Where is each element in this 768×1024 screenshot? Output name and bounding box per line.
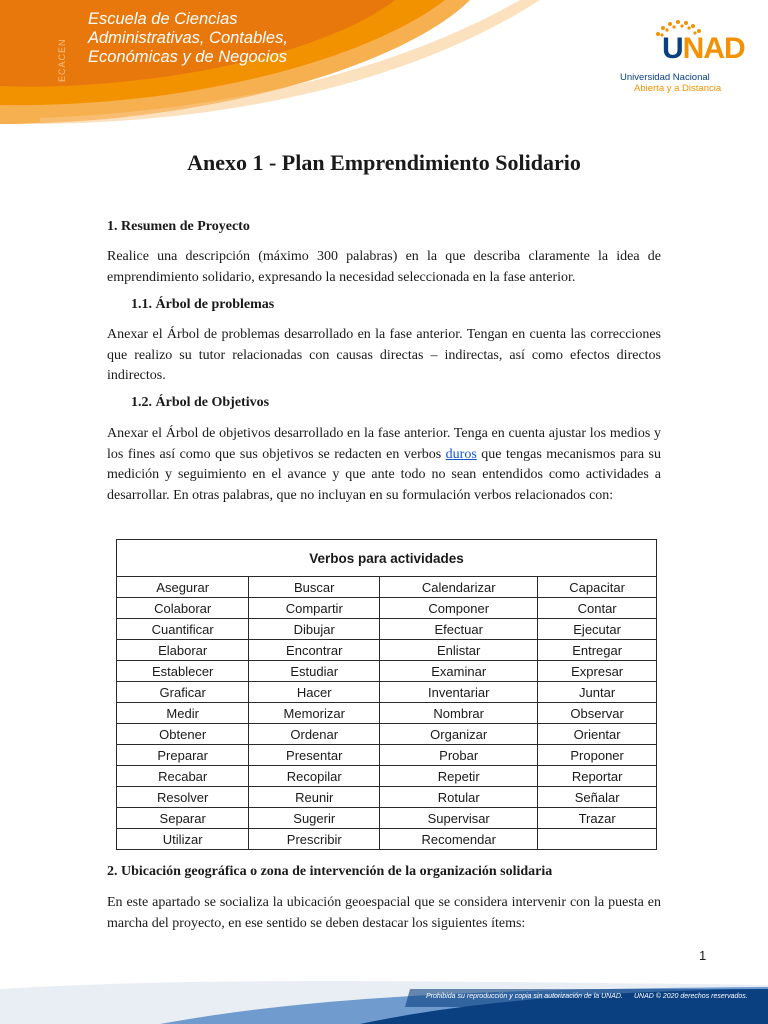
table-cell: Examinar xyxy=(380,661,538,682)
table-row xyxy=(117,787,657,808)
table-cell: Contar xyxy=(538,598,657,619)
section-heading: 2. Ubicación geográfica o zona de intervención de la organización solidaria xyxy=(107,864,553,879)
table-cell: Estudiar xyxy=(249,661,380,682)
table-cell: Organizar xyxy=(380,724,538,745)
table-row xyxy=(117,640,657,661)
table-cell: Ejecutar xyxy=(538,619,657,640)
school-code-label: ECACEN xyxy=(57,38,67,82)
table-cell: Obtener xyxy=(117,724,249,745)
paragraph-text: que tengas mecanismos para su medición y seguimiento en el avance y que ante todo no sean entendidos como actividades a desarrollar. En otras palabras, que no incluyan en su formulación verbos relacionados con: xyxy=(107,446,661,503)
footer-copyright: UNAD © 2020 derechos reservados. xyxy=(634,993,748,1000)
school-name-line: Administrativas, Contables, xyxy=(88,29,288,47)
table-row xyxy=(117,724,657,745)
table-cell: Efectuar xyxy=(380,619,538,640)
footer-notice: Prohibida su reproducción y copia sin autorización de la UNAD. xyxy=(426,993,623,1000)
table-cell: Componer xyxy=(380,598,538,619)
table-cell: Buscar xyxy=(249,577,380,598)
unad-logo xyxy=(600,18,750,98)
table-cell: Calendarizar xyxy=(380,577,538,598)
table-cell xyxy=(538,829,657,850)
table-cell: Dibujar xyxy=(249,619,380,640)
table-cell: Asegurar xyxy=(117,577,249,598)
table-cell: Señalar xyxy=(538,787,657,808)
subsection-heading: 1.1. Árbol de problemas xyxy=(131,297,275,312)
table-cell: Reunir xyxy=(249,787,380,808)
table-cell: Capacitar xyxy=(538,577,657,598)
table-cell: Encontrar xyxy=(249,640,380,661)
table-cell: Observar xyxy=(538,703,657,724)
table-cell: Graficar xyxy=(117,682,249,703)
unad-subtitle-1: Universidad Nacional xyxy=(620,72,710,83)
table-cell: Utilizar xyxy=(117,829,249,850)
table-row xyxy=(117,598,657,619)
school-name xyxy=(88,10,288,67)
paragraph: En este apartado se socializa la ubicación geoespacial que se considera intervenir con la puesta en marcha del proyecto, en ese sentido se deben destacar los siguientes ítems: xyxy=(107,895,661,931)
table-cell: Enlistar xyxy=(380,640,538,661)
table-cell: Resolver xyxy=(117,787,249,808)
paragraph xyxy=(107,424,661,506)
table-cell: Trazar xyxy=(538,808,657,829)
table-cell: Separar xyxy=(117,808,249,829)
section-heading: 1. Resumen de Proyecto xyxy=(107,219,250,234)
unad-wordmark: UNAD xyxy=(662,32,745,65)
table-cell: Proponer xyxy=(538,745,657,766)
table-cell: Elaborar xyxy=(117,640,249,661)
table-cell: Reportar xyxy=(538,766,657,787)
page-header xyxy=(0,0,768,130)
table-cell: Rotular xyxy=(380,787,538,808)
table-cell: Prescribir xyxy=(249,829,380,850)
paragraph: Anexar el Árbol de problemas desarrollado en la fase anterior. Tengan en cuenta las correcciones que realizo su tutor relacionadas con causas directas – indirectas, así como efectos directos indirectos. xyxy=(107,327,661,383)
table-cell: Compartir xyxy=(249,598,380,619)
duros-link[interactable]: duros xyxy=(445,446,477,462)
paragraph: Realice una descripción (máximo 300 palabras) en la que describa claramente la idea de emprendimiento solidario, expresando la necesidad seleccionada en la fase anterior. xyxy=(107,249,661,285)
table-row xyxy=(117,703,657,724)
table-row xyxy=(117,577,657,598)
page-number: 1 xyxy=(699,948,707,963)
table-cell: Repetir xyxy=(380,766,538,787)
paragraph-text: Anexar el Árbol de objetivos desarrollado en la fase anterior. Tenga en cuenta ajustar los medios y los fines así como que sus objetivos se redacten en verbos xyxy=(107,426,661,462)
school-name-line: Escuela de Ciencias xyxy=(88,10,238,28)
table-row xyxy=(117,619,657,640)
unad-subtitle-2: Abierta y a Distancia xyxy=(634,83,722,94)
table-cell: Juntar xyxy=(538,682,657,703)
table-cell: Medir xyxy=(117,703,249,724)
table-cell: Recopilar xyxy=(249,766,380,787)
table-cell: Inventariar xyxy=(380,682,538,703)
table-row xyxy=(117,766,657,787)
table-cell: Establecer xyxy=(117,661,249,682)
table-cell: Supervisar xyxy=(380,808,538,829)
table-cell: Cuantificar xyxy=(117,619,249,640)
table-cell: Colaborar xyxy=(117,598,249,619)
subsection-heading: 1.2. Árbol de Objetivos xyxy=(131,395,270,410)
table-cell: Expresar xyxy=(538,661,657,682)
table-cell: Recomendar xyxy=(380,829,538,850)
table-title: Verbos para actividades xyxy=(117,540,657,577)
table-cell: Probar xyxy=(380,745,538,766)
table-row xyxy=(117,829,657,850)
document-title: Anexo 1 - Plan Emprendimiento Solidario xyxy=(187,150,581,175)
table-cell: Hacer xyxy=(249,682,380,703)
table-row xyxy=(117,682,657,703)
table-row xyxy=(117,808,657,829)
table-cell: Recabar xyxy=(117,766,249,787)
table-cell: Ordenar xyxy=(249,724,380,745)
table-cell: Memorizar xyxy=(249,703,380,724)
school-name-line: Económicas y de Negocios xyxy=(88,48,288,66)
table-cell: Nombrar xyxy=(380,703,538,724)
page-footer xyxy=(0,975,768,1024)
table-cell: Entregar xyxy=(538,640,657,661)
table-row xyxy=(117,745,657,766)
table-cell: Orientar xyxy=(538,724,657,745)
table-cell: Sugerir xyxy=(249,808,380,829)
table-row xyxy=(117,661,657,682)
verbs-table xyxy=(116,539,657,850)
table-cell: Preparar xyxy=(117,745,249,766)
table-cell: Presentar xyxy=(249,745,380,766)
